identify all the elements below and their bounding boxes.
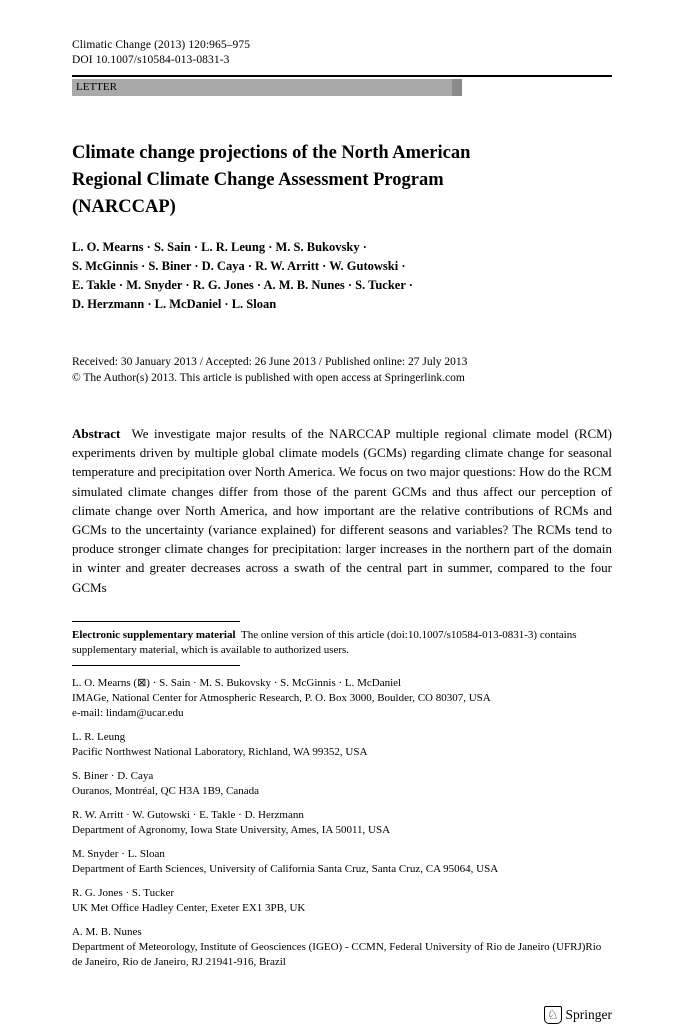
- affiliation-block: [72, 730, 612, 760]
- author-line: E. Takle · M. Snyder · R. G. Jones · A. M. B. Nunes · S. Tucker ·: [72, 278, 413, 292]
- copyright-line: © The Author(s) 2013. This article is published with open access at Springerlink.com: [72, 371, 465, 384]
- article-type-badge: LETTER: [72, 79, 462, 96]
- affiliation-address: Ouranos, Montréal, QC H3A 1B9, Canada: [72, 784, 259, 797]
- author-line: L. O. Mearns · S. Sain · L. R. Leung · M. S. Bukovsky ·: [72, 240, 367, 254]
- affiliation-names: A. M. B. Nunes: [72, 925, 142, 938]
- affiliation-names: L. O. Mearns (⊠) · S. Sain · M. S. Bukovsky · S. McGinnis · L. McDaniel: [72, 676, 402, 689]
- received-accepted-line: Received: 30 January 2013 / Accepted: 26 June 2013 / Published online: 27 July 2013: [72, 356, 468, 368]
- title-line: Climate change projections of the North American: [72, 143, 471, 163]
- abstract-label: Abstract: [72, 426, 121, 441]
- abstract-text: We investigate major results of the NARCCAP multiple regional climate model (RCM) experiments driven by multiple global climate models (GCMs) regarding climate change for seasonal temperature and precipitation over North America. We focus on two major questions: How do the RCM simulated climate changes differ from those of the parent GCMs and thus affect our perception of climate change over North America, and how important are the relative contributions of RCMs and GCMs to the uncertainty (variance explained) for different seasons and variables? The RCMs tend to produce stronger climate changes for precipitation: larger increases in the northern part of the domain in winter and greater decreases across a swath of the central part in summer, compared to the four GCMs: [72, 426, 613, 595]
- affiliation-block: [72, 886, 612, 916]
- email-link[interactable]: e-mail: lindam@ucar.edu: [72, 706, 184, 719]
- affiliations: [72, 676, 612, 970]
- footnote-rule-bottom: [72, 665, 240, 666]
- title-line: (NARCCAP): [72, 197, 176, 217]
- affiliation-block: [72, 925, 612, 970]
- affiliation-block: [72, 847, 612, 877]
- publisher-name: Springer: [565, 1007, 612, 1022]
- affiliation-block: [72, 808, 612, 838]
- affiliation-address: Department of Agronomy, Iowa State University, Ames, IA 50011, USA: [72, 823, 391, 836]
- author-list: [72, 238, 612, 314]
- affiliation-address: Department of Meteorology, Institute of Geosciences (IGEO) - CCMN, Federal University of Rio de Janeiro (UFRJ)Rio de Janeiro, Rio de Janeiro, RJ 21941-916, Brazil: [72, 940, 602, 968]
- affiliation-block: [72, 676, 612, 721]
- article-title: [72, 140, 612, 221]
- abstract: [72, 424, 612, 597]
- affiliation-names: L. R. Leung: [72, 730, 126, 743]
- header-rule: [72, 75, 612, 77]
- affiliation-address: IMAGe, National Center for Atmospheric Research, P. O. Box 3000, Boulder, CO 80307, USA: [72, 691, 491, 704]
- esm-note: [72, 628, 612, 658]
- author-line: D. Herzmann · L. McDaniel · L. Sloan: [72, 297, 277, 311]
- esm-text: The online version of this article (doi:10.1007/s10584-013-0831-3) contains supplementary material, which is available to authorized users.: [72, 628, 577, 656]
- publication-history: [72, 355, 612, 386]
- affiliation-address: UK Met Office Hadley Center, Exeter EX1 3PB, UK: [72, 901, 306, 914]
- esm-label: Electronic supplementary material: [72, 628, 236, 641]
- affiliation-block: [72, 769, 612, 799]
- journal-header: [72, 38, 612, 68]
- affiliation-address: Department of Earth Sciences, University of California Santa Cruz, Santa Cruz, CA 95064, USA: [72, 862, 499, 875]
- affiliation-address: Pacific Northwest National Laboratory, Richland, WA 99352, USA: [72, 745, 368, 758]
- author-line: S. McGinnis · S. Biner · D. Caya · R. W. Arritt · W. Gutowski ·: [72, 259, 406, 273]
- springer-horse-icon: ♘: [544, 1006, 562, 1024]
- affiliation-names: M. Snyder · L. Sloan: [72, 847, 165, 860]
- affiliation-names: R. G. Jones · S. Tucker: [72, 886, 175, 899]
- title-line: Regional Climate Change Assessment Program: [72, 170, 444, 190]
- affiliation-names: S. Biner · D. Caya: [72, 769, 154, 782]
- journal-citation: Climatic Change (2013) 120:965–975: [72, 39, 251, 51]
- doi-line: DOI 10.1007/s10584-013-0831-3: [72, 54, 230, 66]
- publisher-logo: [544, 1006, 612, 1024]
- footnote-rule-top: [72, 621, 240, 622]
- affiliation-names: R. W. Arritt · W. Gutowski · E. Takle · D. Herzmann: [72, 808, 304, 821]
